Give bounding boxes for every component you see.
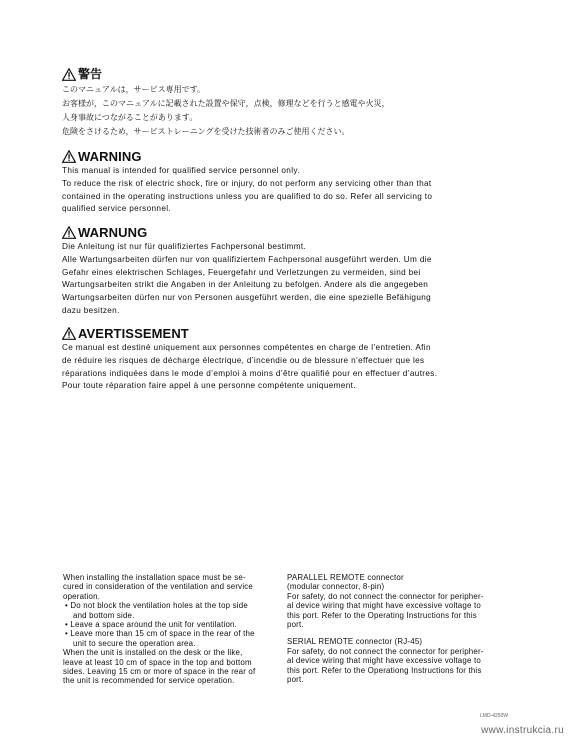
warning-triangle-icon [62, 226, 76, 239]
parallel-remote-title: PARALLEL REMOTE connector [287, 573, 404, 582]
section-body-jp [62, 83, 462, 139]
spacer [287, 629, 484, 637]
section-body-de [62, 241, 462, 318]
warning-section-fr [62, 325, 462, 393]
bullet-text: Leave more than 15 cm of space in the rear of the [70, 629, 255, 639]
section-heading-en [62, 148, 462, 164]
note-line: this port. Refer to the Operating Instructions for this [287, 610, 477, 620]
body-line: 危険をさけるため，サービストレーニングを受けた技術者のみご使用ください。 [62, 127, 350, 136]
note-line: al device wiring that might have excessive voltage to [287, 601, 481, 611]
warning-section-en [62, 148, 462, 216]
serial-remote-title: SERIAL REMOTE connector (RJ-45) [287, 637, 423, 647]
note-line: sides. Leaving 15 cm or more of space in the rear of [63, 667, 256, 677]
model-code: LMD-4250W [480, 713, 509, 719]
heading-text: WARNING [78, 148, 142, 164]
body-line: 人身事故につながることがあります。 [62, 113, 198, 122]
warning-triangle-icon [62, 68, 76, 81]
body-line: réparations indiquées dans le mode d’emploi à moins d’être qualifié pour en effectuer d’autres. [62, 368, 438, 378]
section-body-fr [62, 342, 462, 393]
body-line: To reduce the risk of electric shock, fire or injury, do not perform any servicing other than that [62, 178, 432, 188]
body-line: Ce manual est destiné uniquement aux personnes compétentes en charge de l’entretien. Afin [62, 343, 431, 352]
section-heading-de [62, 224, 462, 240]
body-line: contained in the operating instructions unless you are qualified to do so. Refer all servicing to [62, 191, 433, 201]
heading-text: WARNUNG [78, 224, 148, 240]
bullet-item: • Do not block the ventilation holes at the top side [65, 601, 248, 611]
body-line: お客様が，このマニュアルに記載された設置や保守，点検，修理などを行うと感電や火災， [62, 99, 390, 108]
warning-triangle-icon [62, 327, 76, 340]
bullet-item: • Leave a space around the unit for ventilation. [65, 620, 238, 630]
section-heading-jp [62, 66, 462, 82]
connector-notes [287, 573, 484, 684]
section-body-en [62, 165, 462, 216]
body-line: Wartungsarbeiten strikt die Angaben in der Anleitung zu befolgen. Andere als die angegeben [62, 280, 429, 290]
body-line: このマニュアルは，サービス専用です。 [62, 85, 206, 94]
body-line: Gefahr eines elektrischen Schlages, Feuergefahr und Verletzungen zu vermeiden, sind bei [62, 267, 421, 277]
body-line: de réduire les risques de décharge électrique, d’incendie ou de blessure n’effectuer que les [62, 355, 425, 365]
note-line: For safety, do not connect the connector for peripher- [287, 646, 484, 656]
note-line: When installing the installation space must be se- [63, 573, 246, 582]
watermark-url: www.instrukcia.ru [481, 725, 564, 736]
body-line: Die Anleitung ist nur für qualifiziertes Fachpersonal bestimmt. [62, 242, 307, 251]
parallel-remote-subtitle: (modular connector, 8-pin) [287, 582, 385, 592]
bullet-continuation: unit to secure the operation area. [73, 638, 196, 648]
note-line: the unit is recommended for service operation. [63, 676, 235, 686]
bullet-text: Do not block the ventilation holes at the top side [70, 601, 248, 611]
note-line: al device wiring that might have excessive voltage to [287, 656, 481, 666]
note-line: this port. Refer to the Operationg Instructions for this [287, 665, 482, 675]
note-line: port. [287, 675, 304, 685]
note-line: leave at least 10 cm of space in the top and bottom [63, 657, 252, 667]
body-line: qualified service personnel. [62, 204, 172, 214]
section-heading-fr [62, 325, 462, 341]
note-line: For safety, do not connect the connector for peripher- [287, 591, 484, 601]
warning-triangle-icon [62, 150, 76, 163]
bullet-text: Leave a space around the unit for ventilation. [70, 620, 238, 630]
heading-text: AVERTISSEMENT [78, 325, 189, 341]
note-line: cured in consideration of the ventilation and service [63, 582, 254, 592]
body-line: Pour toute réparation faire appel à une personne compétente uniquement. [62, 381, 356, 391]
note-line: operation. [63, 591, 101, 601]
installation-notes [63, 573, 255, 686]
note-line: When the unit is installed on the desk or the like, [63, 648, 243, 658]
warning-section-de [62, 224, 462, 318]
body-line: Wartungsarbeiten dürfen nur von Personen ausgeführt werden, die eine spezielle Befähigung [62, 293, 432, 303]
bullet-continuation: and bottom side. [73, 610, 135, 620]
body-line: dazu besitzen. [62, 305, 120, 315]
bullet-item: • Leave more than 15 cm of space in the rear of the [65, 629, 255, 639]
body-line: This manual is intended for qualified service personnel only. [62, 166, 300, 175]
warning-section-jp [62, 66, 462, 139]
body-line: Alle Wartungsarbeiten dürfen nur von qualifiziertem Fachpersonal ausgeführt werden. Um die [62, 254, 432, 264]
heading-text: 警告 [78, 67, 103, 81]
note-line: port. [287, 620, 304, 630]
